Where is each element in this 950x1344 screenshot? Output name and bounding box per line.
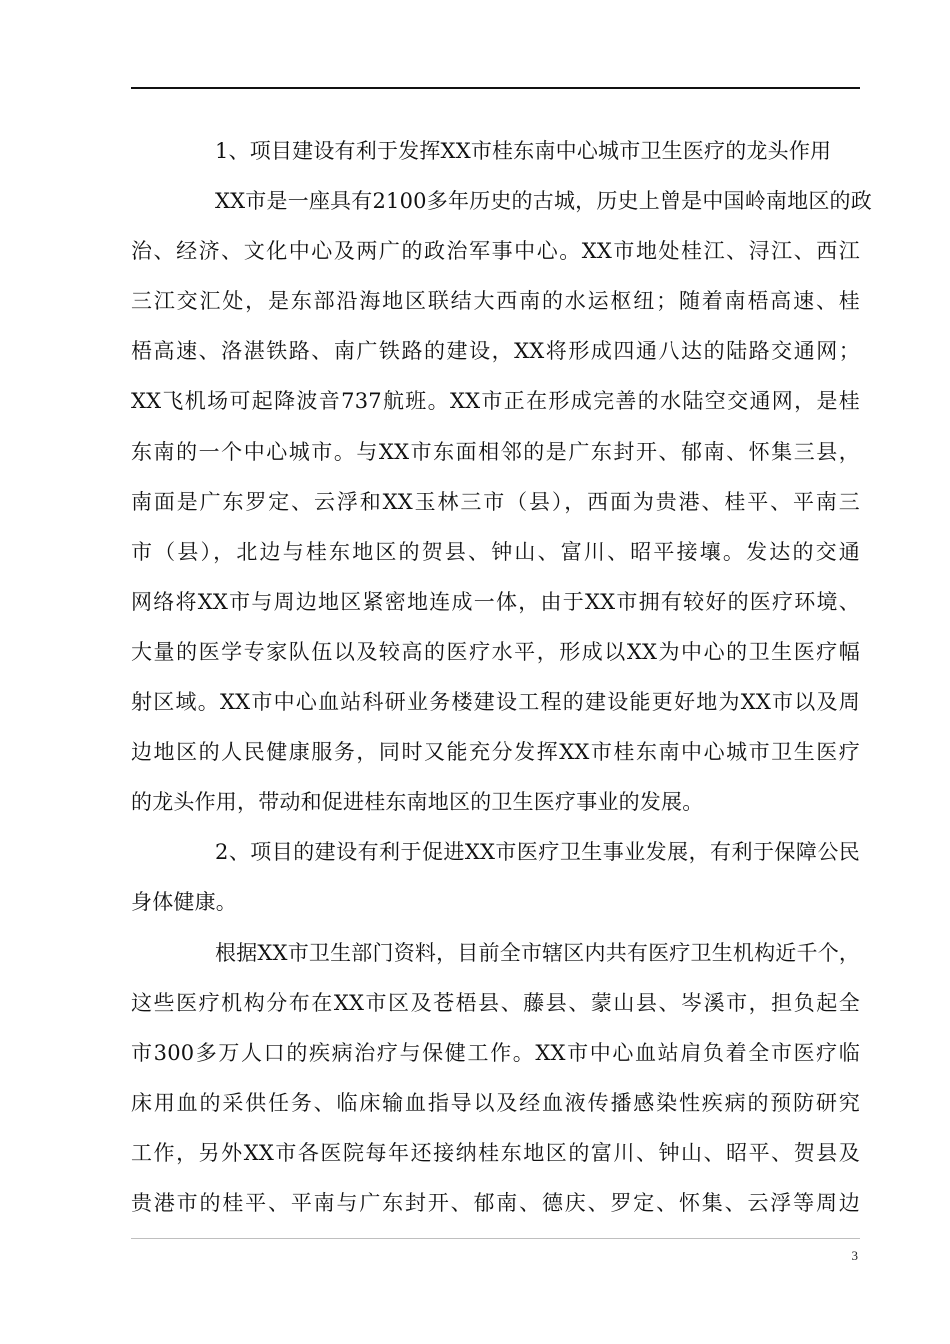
footer-rule [131,1238,860,1239]
paragraph-line: 边地区的人民健康服务，同时又能充分发挥XX市桂东南中心城市卫生医疗 [131,740,860,765]
paragraph-line: 2、项目的建设有利于促进XX市医疗卫生事业发展，有利于保障公民 [215,840,860,865]
paragraph-line: 贵港市的桂平、平南与广东封开、郁南、德庆、罗定、怀集、云浮等周边 [131,1190,860,1215]
paragraph-line: 身体健康。 [131,890,237,915]
paragraph [131,928,860,1229]
paragraph [131,827,860,927]
header-rule [131,87,860,89]
paragraph-line: 根据XX市卫生部门资料，目前全市辖区内共有医疗卫生机构近千个， [215,940,861,965]
paragraph-line: 三江交汇处，是东部沿海地区联结大西南的水运枢纽；随着南梧高速、桂 [131,289,860,314]
paragraph-line: 网络将XX市与周边地区紧密地连成一体，由于XX市拥有较好的医疗环境、 [131,589,860,614]
paragraph [131,176,872,827]
paragraph-line: 1、项目建设有利于发挥XX市桂东南中心城市卫生医疗的龙头作用 [215,139,832,163]
paragraph-line: 床用血的采供任务、临床输血指导以及经血液传播感染性疾病的预防研究 [131,1090,860,1115]
paragraph-line: 这些医疗机构分布在XX市区及苍梧县、藤县、蒙山县、岑溪市，担负起全 [131,990,860,1015]
paragraph-line: 大量的医学专家队伍以及较高的医疗水平，形成以XX为中心的卫生医疗幅 [131,639,860,664]
paragraph-line: XX飞机场可起降波音737航班。XX市正在形成完善的水陆空交通网，是桂 [131,389,860,414]
document-body [131,126,872,1228]
paragraph-line: 东南的一个中心城市。与XX市东面相邻的是广东封开、郁南、怀集三县， [131,439,860,464]
page-number: 3 [851,1248,858,1263]
paragraph-line: 治、经济、文化中心及两广的政治军事中心。XX市地处桂江、浔江、西江 [131,239,860,264]
paragraph-line: 南面是广东罗定、云浮和XX玉林三市（县），西面为贵港、桂平、平南三 [131,489,860,514]
paragraph-line: 梧高速、洛湛铁路、南广铁路的建设，XX将形成四通八达的陆路交通网； [131,339,860,364]
paragraph-line: 市（县），北边与桂东地区的贺县、钟山、富川、昭平接壤。发达的交通 [131,539,860,564]
paragraph-line: 的龙头作用，带动和促进桂东南地区的卫生医疗事业的发展。 [131,790,704,815]
paragraph-line: 市300多万人口的疾病治疗与保健工作。XX市中心血站肩负着全市医疗临 [131,1040,860,1065]
paragraph [131,126,860,176]
paragraph-line: 工作，另外XX市各医院每年还接纳桂东地区的富川、钟山、昭平、贺县及 [131,1140,860,1165]
paragraph-line: XX市是一座具有2100多年历史的古城，历史上曾是中国岭南地区的政 [215,189,872,214]
paragraph-line: 射区域。XX市中心血站科研业务楼建设工程的建设能更好地为XX市以及周 [131,690,860,715]
